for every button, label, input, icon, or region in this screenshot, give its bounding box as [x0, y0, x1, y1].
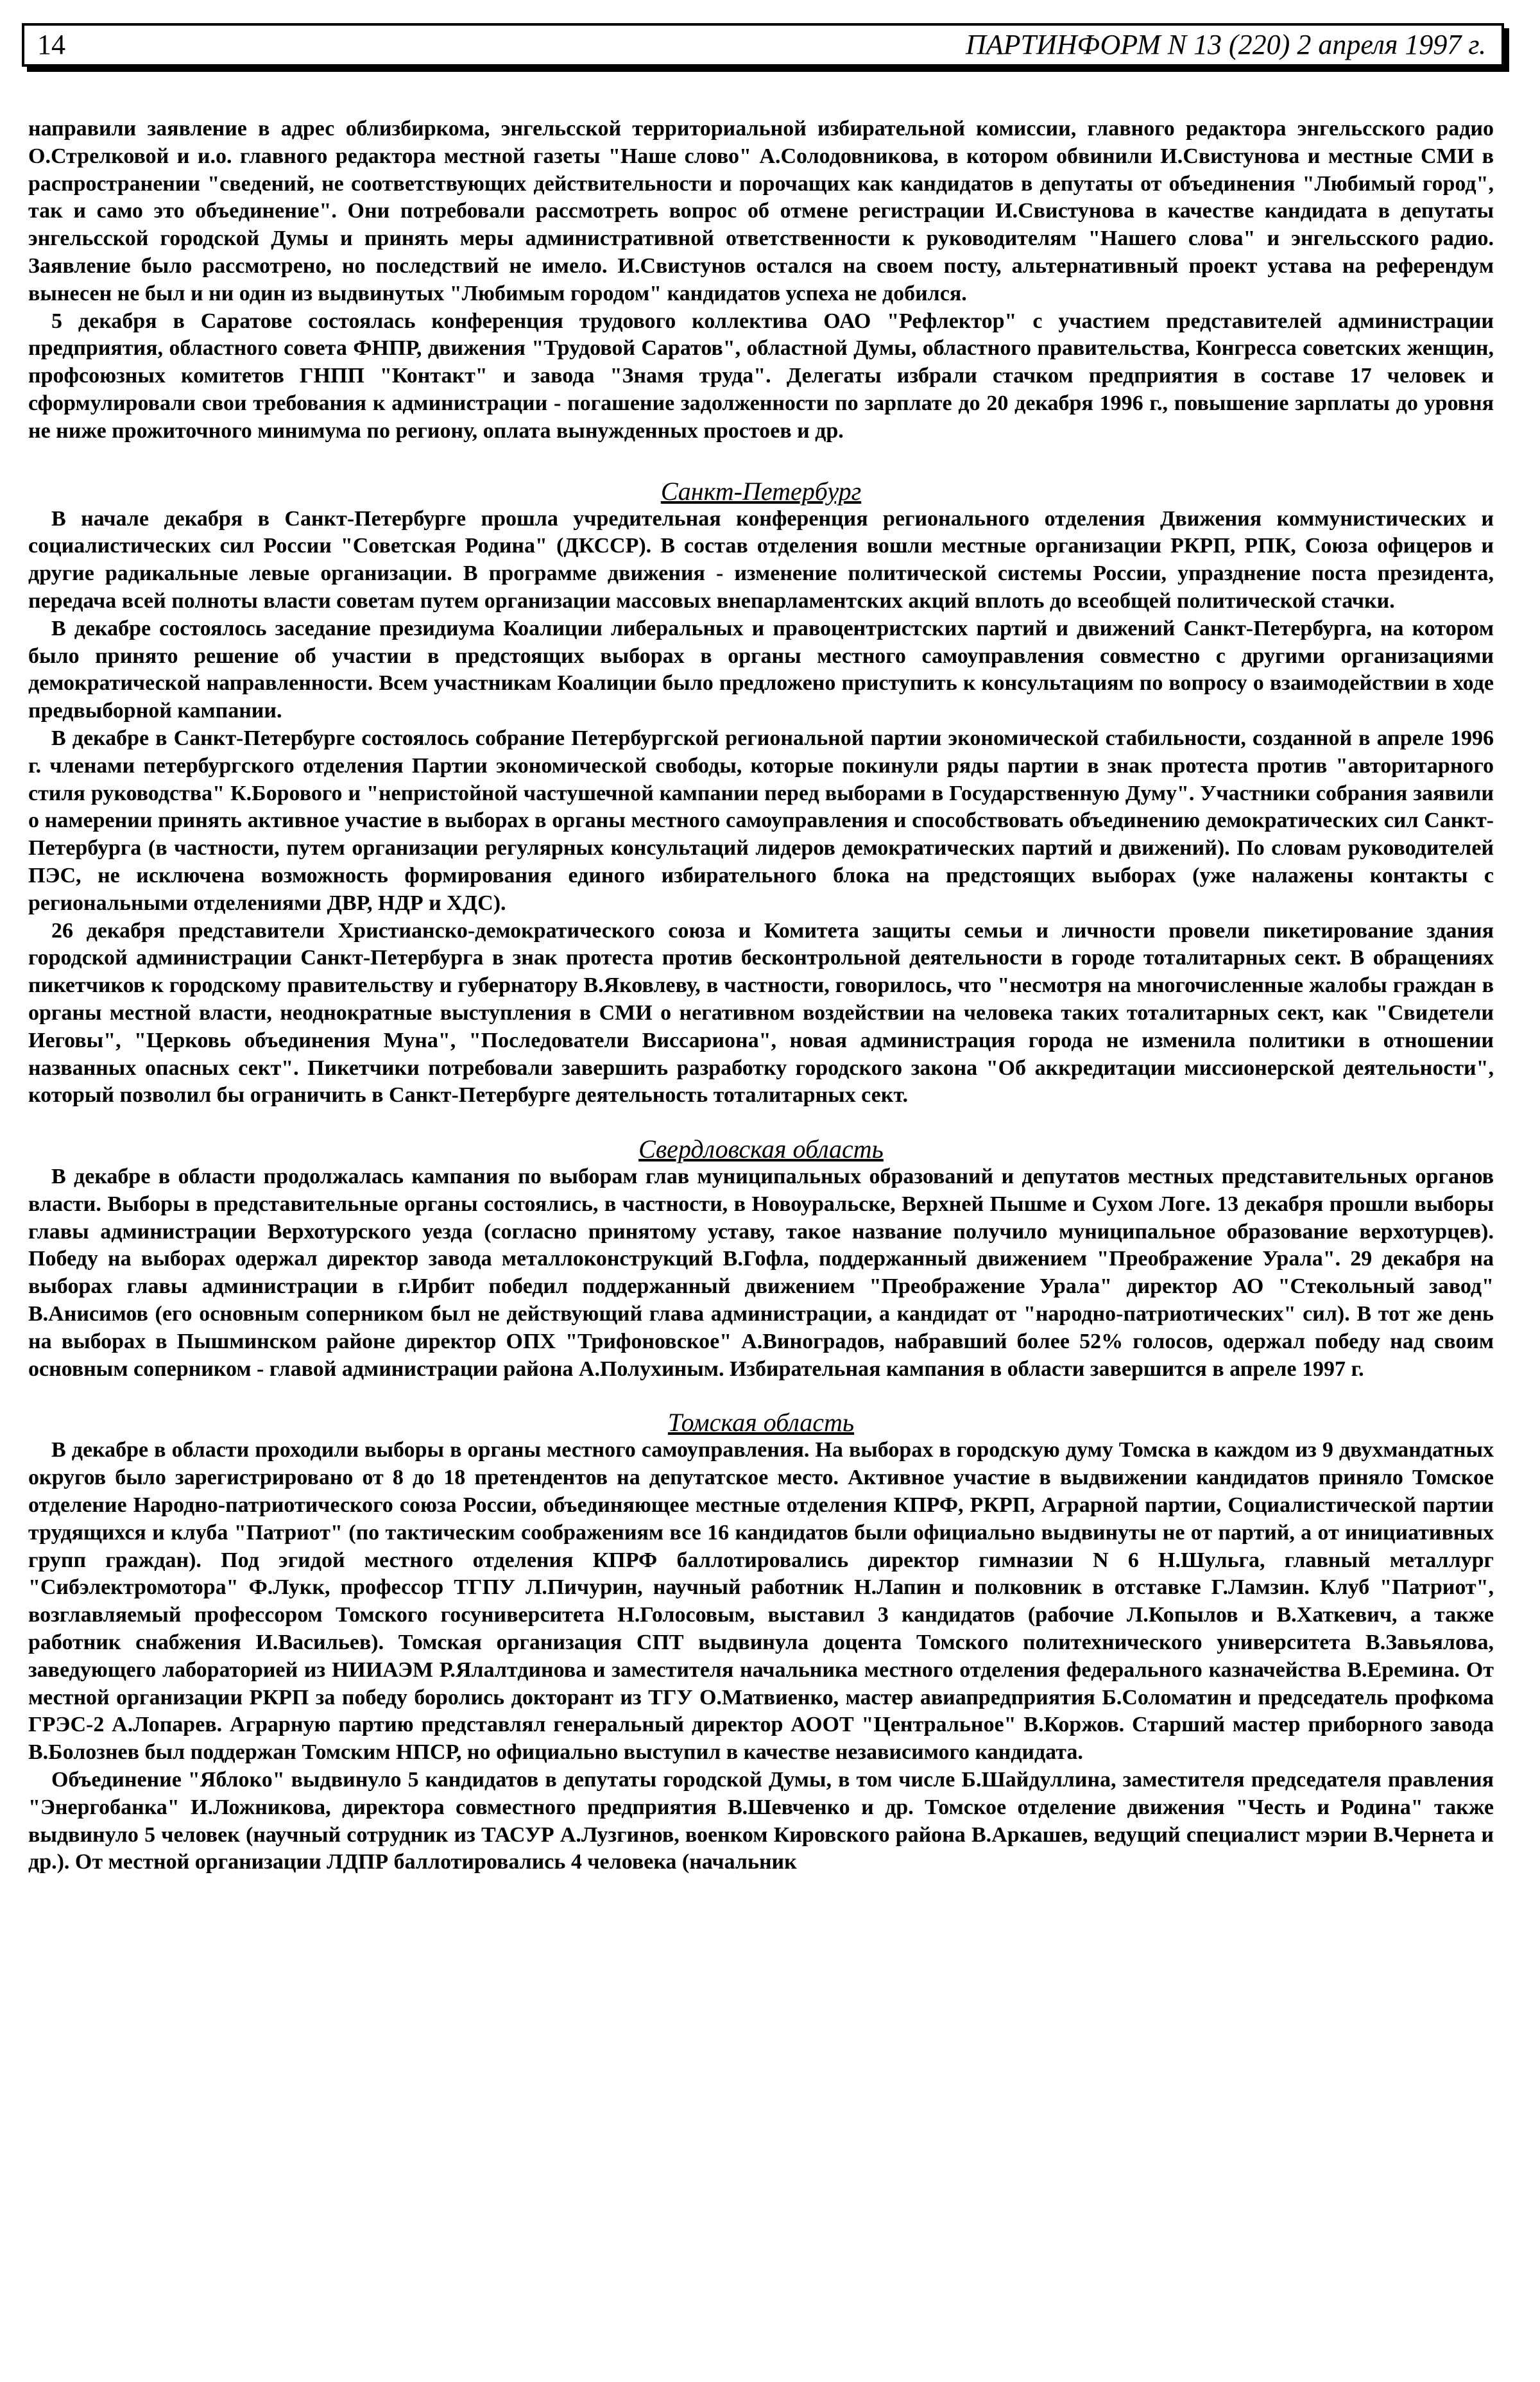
section-gap — [28, 1110, 1494, 1135]
publication-title: ПАРТИНФОРМ N 13 (220) 2 апреля 1997 г. — [966, 29, 1486, 60]
paragraph: В декабре состоялось заседание президиума Коалиции либеральных и правоцентристских партий и движений Санкт-Петербурга, на котором было принято решение об участии в предстоящих выборах в органы местного самоуправления совместно с другими организациями демократической направленности. Всем участникам Коалиции было предложено приступить к консультациям по вопросу о взаимодействии в ходе предвыборной кампании. — [28, 616, 1494, 723]
paragraph: В декабре в Санкт-Петербурге состоялось собрание Петербургской региональной партии экономической стабильности, созданной в апреле 1996 г. членами петербургского отделения Партии экономической свободы, которые покинули ряды партии в знак протеста против "авторитарного стиля руководства" К.Борового и "непристойной частушечной кампании перед выборами в Государственную Думу". Участники собрания заявили о намерении принять активное участие в выборах в органы местного самоуправления и способствовать объединению демократических сил Санкт-Петербурга (в частности, путем организации регулярных консультаций лидеров демократических партий и движений). По словам руководителей ПЭС, не исключена возможность формирования единого избирательного блока на предстоящих выборах (уже налажены контакты с региональными отделениями ДВР, НДР и ХДС). — [28, 726, 1494, 915]
paragraph: направили заявление в адрес облизбиркома, энгельсской территориальной избирательной комиссии, главного редактора энгельсского радио О.Стрелковой и и.о. главного редактора местной газеты "Наше слово" А.Солодовникова, в котором обвинили И.Свистунова и местные СМИ в распространении "сведений, не соответствующих действительности и порочащих как кандидатов в депутаты от объединения "Любимый город", так и само это объединение". Они потребовали рассмотреть вопрос об отмене регистрации И.Свистунова в качестве кандидата в депутаты энгельсской городской Думы и принять меры административной ответственности к руководителям "Нашего слова" и энгельсского радио. Заявление было рассмотрено, но последствий не имело. И.Свистунов остался на своем посту, альтернативный проект устава на референдум вынесен не был и ни один из выдвинутых "Любимым городом" кандидатов успеха не добился. — [28, 117, 1494, 305]
article-body — [28, 116, 1494, 2374]
paragraph: 5 декабря в Саратове состоялась конференция трудового коллектива ОАО "Рефлектор" с участием представителей администрации предприятия, областного совета ФНПР, движения "Трудовой Саратов", областной Думы, областного правительства, Конгресса советских женщин, профсоюзных комитетов ГНПП "Контакт" и завода "Знамя труда". Делегаты избрали стачком предприятия в составе 17 человек и сформулировали свои требования к администрации - погашение задолженности по зарплате до 20 декабря 1996 г., повышение зарплаты до уровня не ниже прожиточного минимума по региону, оплата вынужденных простоев и др. — [28, 309, 1494, 443]
paragraph: В декабре в области проходили выборы в органы местного самоуправления. На выборах в городскую думу Томска в каждом из 9 двухмандатных округов было зарегистрировано от 8 до 18 претендентов на депутатское место. Активное участие в выдвижении кандидатов приняло Томское отделение Народно-патриотического союза России, объединяющее местные отделения КПРФ, РКРП, Аграрной партии, Социалистической партии трудящихся и клуба "Патриот" (по тактическим соображениям все 16 кандидатов были официально выдвинуты не от партий, а от инициативных групп граждан). Под эгидой местного отделения КПРФ баллотировались директор гимназии N 6 Н.Шульга, главный металлург "Сибэлектромотора" Ф.Лукк, профессор ТГПУ Л.Пичурин, научный работник Н.Лапин и полковник в отставке Г.Ламзин. Клуб "Патриот", возглавляемый профессором Томского госуниверситета Н.Голосовым, выставил 3 кандидатов (рабочие Л.Копылов и В.Хаткевич, а также работник снабжения И.Васильев). Томская организация СПТ выдвинула доцента Томского политехнического университета В.Завьялова, заведующего лабораторией из НИИАЭМ Р.Ялалтдинова и заместителя начальника местного отделения федерального казначейства В.Еремина. От местной организации РКРП за победу боролись докторант из ТГУ О.Матвиенко, мастер авиапредприятия Б.Соломатин и председатель профкома ГРЭС-2 А.Лопарев. Аграрную партию представлял генеральный директор АООТ "Центральное" В.Коржов. Старший мастер приборного завода В.Болознев был поддержан Томским НПСР, но официально выступил в качестве независимого кандидата. — [28, 1438, 1494, 1765]
paragraph: Объединение "Яблоко" выдвинуло 5 кандидатов в депутаты городской Думы, в том числе Б.Шайдуллина, заместителя председателя правления "Энергобанка" И.Ложникова, директора совместного предприятия В.Шевченко и др. Томское отделение движения "Честь и Родина" также выдвинуло 5 человек (научный сотрудник из ТАСУР А.Лузгинов, военком Кировского района В.Аркашев, ведущий специалист мэрии В.Чернета и др.). От местной организации ЛДПР баллотировались 4 человека (начальник — [28, 1768, 1494, 1874]
paragraph: В декабре в области продолжалась кампания по выборам глав муниципальных образований и депутатов местных представительных органов власти. Выборы в представительные органы состоялись, в частности, в Новоуральске, Верхней Пышме и Сухом Логе. 13 декабря прошли выборы главы администрации Верхотурского уезда (согласно принятому уставу, такое название получило муниципальное образование верхотурцев). Победу на выборах одержал директор завода металлоконструкций В.Гофла, поддержанный движением "Преображение Урала". 29 декабря на выборах главы администрации в г.Ирбит победил поддержанный движением "Преображение Урала" директор АО "Стекольный завод" В.Анисимов (его основным соперником был не действующий глава администрации, а кандидат от "народно-патриотических" сил). В тот же день на выборах в Пышминском районе директор ОПХ "Трифоновское" А.Виноградов, набравший более 52% голосов, одержал победу над своим основным соперником - главой администрации района А.Полухиным. Избирательная кампания в области завершится в апреле 1997 г. — [28, 1165, 1494, 1381]
section-gap — [28, 1383, 1494, 1409]
section-heading-sverdlovsk: Свердловская область — [638, 1135, 884, 1164]
section-heading-spb: Санкт-Петербург — [660, 476, 862, 506]
page-header — [22, 23, 1504, 67]
paragraph: В начале декабря в Санкт-Петербурге прошла учредительная конференция регионального отделения Движения коммунистических и социалистических сил России "Советская Родина" (ДКССР). В состав отделения вошли местные организации РКРП, РПК, Союза офицеров и другие радикальные левые организации. В программе движения - изменение политической системы России, упразднение поста президента, передача всей полноты власти советам путем организации массовых внепарламентских акций вплоть до всеобщей политической стачки. — [28, 506, 1494, 613]
paragraph: 26 декабря представители Христианско-демократического союза и Комитета защиты семьи и личности провели пикетирование здания городской администрации Санкт-Петербурга в знак протеста против бесконтрольной деятельности в городе тоталитарных сект. В обращениях пикетчиков к городскому правительству и губернатору В.Яковлеву, в частности, говорилось, что "несмотря на многочисленные жалобы граждан в органы местной власти, неоднократные выступления в СМИ о негативном воздействии на человека таких тоталитарных сект, как "Свидетели Иеговы", "Церковь объединения Муна", "Последователи Виссариона", новая администрация города не изменила политики в отношении названных опасных сект". Пикетчики потребовали завершить разработку городского закона "Об аккредитации миссионерской деятельности", который позволил бы ограничить в Санкт-Петербурге деятельность тоталитарных сект. — [28, 918, 1494, 1108]
section-gap — [28, 445, 1494, 477]
section-heading-tomsk: Томская область — [667, 1408, 855, 1437]
page-number: 14 — [37, 29, 65, 60]
